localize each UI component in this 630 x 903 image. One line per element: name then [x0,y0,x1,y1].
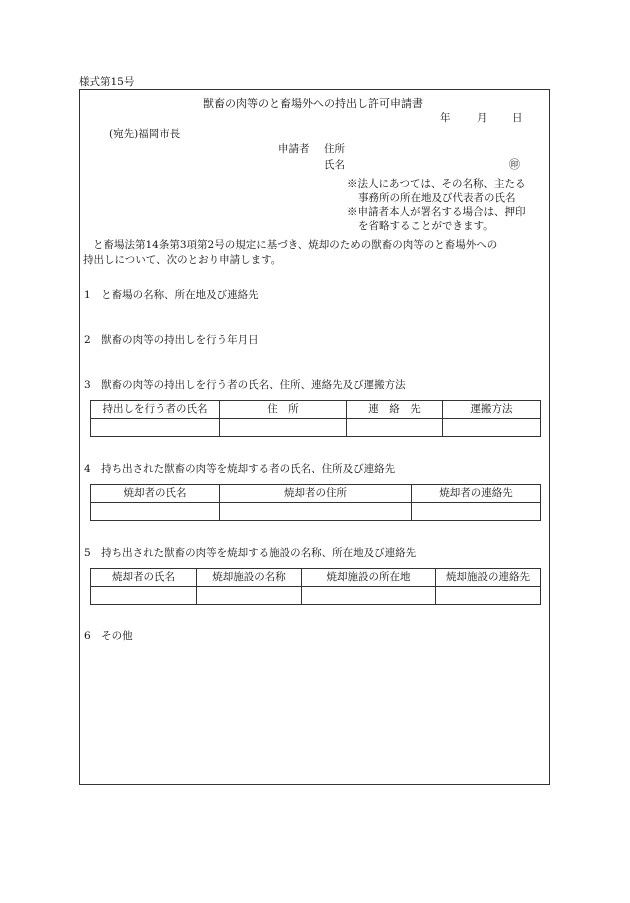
note-line: ※申請者本人が署名する場合は、押印 [347,206,526,218]
column-header: 焼却者の氏名 [91,569,197,587]
applicant-address-label: 住所 [324,143,345,155]
table-row [91,503,541,521]
note-line: を省略することができます。 [358,220,494,232]
seal-mark: ㊞ [509,158,520,171]
column-header: 住 所 [220,401,347,419]
table-cell[interactable] [197,587,302,605]
applicant-name-label: 氏名 [324,159,345,171]
table-cell[interactable] [436,587,541,605]
table-header-row [91,401,541,419]
table-row [91,419,541,437]
intro-line: 持出しについて、次のとおり申請します。 [83,254,282,266]
column-header: 連 絡 先 [347,401,443,419]
form-number: 様式第15号 [79,76,135,88]
column-header: 焼却者の氏名 [91,485,220,503]
table-incinerator-facility [90,568,541,605]
table-cell[interactable] [412,503,541,521]
section-heading: 1 と畜場の名称、所在地及び連絡先 [84,289,259,301]
column-header: 持出しを行う者の氏名 [91,401,220,419]
table-cell[interactable] [302,587,436,605]
table-row [91,587,541,605]
section-heading: 6 その他 [84,630,133,642]
section-heading: 5 持ち出された獣畜の肉等を焼却する施設の名称、所在地及び連絡先 [84,547,417,559]
intro-line: と畜場法第14条第3項第2号の規定に基づき、焼却のための獣畜の肉等のと畜場外への [93,239,498,251]
column-header: 焼却施設の名称 [197,569,302,587]
column-header: 焼却施設の所在地 [302,569,436,587]
section-heading: 2 獣畜の肉等の持出しを行う年月日 [84,334,259,346]
column-header: 焼却施設の連絡先 [436,569,541,587]
note-line: 事務所の所在地及び代表者の氏名 [358,192,516,204]
applicant-label: 申請者 [278,143,310,155]
table-cell[interactable] [220,419,347,437]
date-year-label: 年 [440,112,451,124]
table-header-row [91,485,541,503]
table-cell[interactable] [220,503,412,521]
column-header: 焼却者の住所 [220,485,412,503]
column-header: 焼却者の連絡先 [412,485,541,503]
page-title: 獣畜の肉等のと畜場外への持出し許可申請書 [203,97,423,110]
table-cell[interactable] [347,419,443,437]
table-carrier [90,400,541,437]
column-header: 運搬方法 [443,401,541,419]
table-cell[interactable] [91,587,197,605]
table-cell[interactable] [443,419,541,437]
addressee: (宛先)福岡市長 [109,128,181,140]
table-cell[interactable] [91,503,220,521]
table-incinerator-person [90,484,541,521]
note-line: ※法人にあつては、その名称、主たる [347,178,526,190]
table-header-row [91,569,541,587]
date-month-label: 月 [477,112,488,124]
section-heading: 4 持ち出された獣畜の肉等を焼却する者の氏名、住所及び連絡先 [84,463,396,475]
date-day-label: 日 [512,112,523,124]
section-heading: 3 獣畜の肉等の持出しを行う者の氏名、住所、連絡先及び運搬方法 [84,379,406,391]
table-cell[interactable] [91,419,220,437]
